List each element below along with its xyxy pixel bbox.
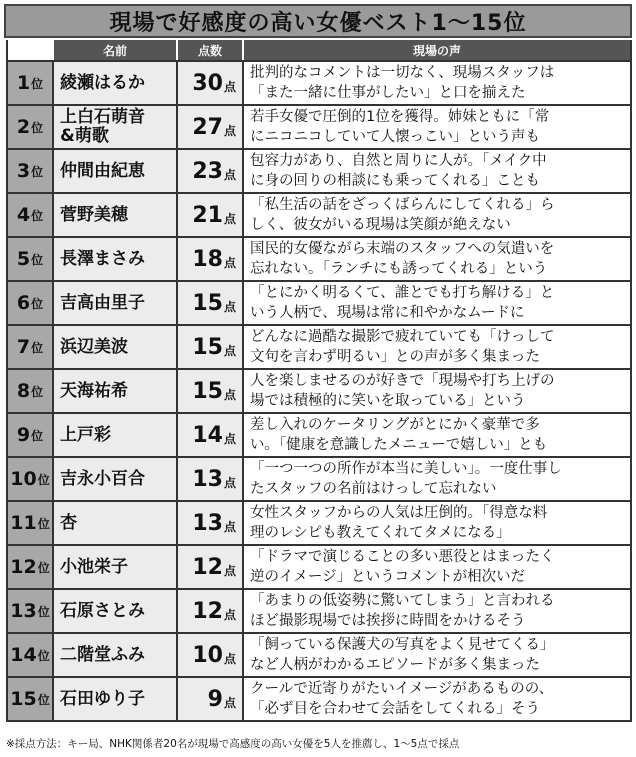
voice-comment (242, 634, 630, 676)
rank-unit: 位 (31, 340, 44, 355)
rank-cell (8, 326, 52, 368)
voice-line: ほど撮影現場では挨拶に時間をかけるそう (250, 613, 526, 629)
rank-number: 9 (16, 424, 31, 446)
ranking-table (6, 40, 632, 722)
score-unit: 点 (223, 475, 236, 490)
voice-line: 国民的女優ながら末端のスタッフへの気遣いを (250, 241, 555, 257)
actress-name (52, 194, 176, 236)
rank-cell (8, 282, 52, 324)
score-unit: 点 (223, 387, 236, 402)
rank-number: 4 (16, 204, 31, 226)
score-unit: 点 (223, 123, 236, 138)
actress-name-line: 天海祐希 (60, 380, 128, 401)
actress-name-line: &萌歌 (60, 126, 109, 146)
score-cell (176, 502, 242, 544)
rank-number: 13 (10, 600, 37, 622)
score-cell (176, 634, 242, 676)
score-cell (176, 106, 242, 148)
rank-unit: 位 (37, 516, 50, 531)
voice-line: 「また一緒に仕事がしたい」と口を揃えた (250, 85, 526, 101)
score-value: 21 (192, 202, 223, 228)
score-unit: 点 (223, 607, 236, 622)
voice-line: いう人柄で、現場は常に和やかなムードに (250, 305, 525, 321)
actress-name-line: 小池栄子 (60, 556, 128, 577)
voice-line: 場では積極的に笑いを取っている」という (250, 393, 526, 409)
actress-name-line: 二階堂ふみ (60, 644, 145, 665)
actress-name (52, 62, 176, 104)
rank-cell (8, 502, 52, 544)
rank-number: 6 (16, 292, 31, 314)
score-cell (176, 326, 242, 368)
score-unit: 点 (223, 343, 236, 358)
rank-unit: 位 (37, 692, 50, 707)
voice-line: 包容力があり、自然と周りに人が。「メイク中 (250, 153, 547, 169)
score-cell (176, 414, 242, 456)
rank-number: 14 (10, 644, 37, 666)
voice-line: 「あまりの低姿勢に驚いてしまう」と言われる (250, 593, 555, 609)
rank-unit: 位 (37, 648, 50, 663)
rank-number: 5 (16, 248, 31, 270)
voice-comment (242, 150, 630, 192)
actress-name-line: 吉永小百合 (60, 468, 145, 489)
voice-comment (242, 370, 630, 412)
score-unit: 点 (223, 563, 236, 578)
score-value: 23 (192, 158, 223, 184)
rank-number: 15 (10, 688, 37, 710)
table-row (8, 324, 630, 368)
table-row (8, 368, 630, 412)
rank-cell (8, 370, 52, 412)
voice-line: たスタッフの名前はけっして忘れない (250, 481, 497, 497)
table-row (8, 104, 630, 148)
table-row (8, 588, 630, 632)
voice-line: 差し入れのケータリングがとにかく豪華で多 (250, 417, 540, 433)
table-row (8, 676, 630, 720)
voice-line: など人柄がわかるエピソードが多く集まった (250, 657, 540, 673)
score-value: 10 (192, 642, 223, 668)
rank-cell (8, 634, 52, 676)
score-value: 27 (192, 114, 223, 140)
rank-number: 8 (16, 380, 31, 402)
score-value: 30 (192, 70, 223, 96)
score-unit: 点 (223, 211, 236, 226)
voice-comment (242, 106, 630, 148)
actress-name (52, 150, 176, 192)
table-row (8, 192, 630, 236)
actress-name (52, 678, 176, 720)
voice-comment (242, 546, 630, 588)
table-row (8, 148, 630, 192)
score-cell (176, 62, 242, 104)
voice-line: に身の回りの相談にも乗ってくれる」ことも (250, 173, 540, 189)
title-banner (4, 4, 632, 38)
actress-name-line: 上戸彩 (60, 424, 111, 445)
table-row (8, 544, 630, 588)
actress-name (52, 326, 176, 368)
rank-number: 12 (10, 556, 37, 578)
table-header (8, 40, 630, 60)
actress-name (52, 634, 176, 676)
actress-name (52, 414, 176, 456)
score-unit: 点 (223, 79, 236, 94)
actress-name (52, 370, 176, 412)
voice-line: 忘れない。「ランチにも誘ってくれる」という (250, 261, 548, 277)
score-unit: 点 (223, 519, 236, 534)
voice-comment (242, 238, 630, 280)
score-unit: 点 (223, 299, 236, 314)
table-row (8, 412, 630, 456)
score-cell (176, 150, 242, 192)
header-name: 名前 (52, 40, 176, 60)
score-value: 12 (192, 554, 223, 580)
score-value: 9 (207, 686, 223, 712)
voice-comment (242, 326, 630, 368)
rank-unit: 位 (31, 296, 44, 311)
voice-line: にニコニコしていて人懐っこい」という声も (250, 129, 540, 145)
voice-comment (242, 282, 630, 324)
score-cell (176, 282, 242, 324)
rank-unit: 位 (31, 428, 44, 443)
voice-line: い。「健康を意識したメニューで嬉しい」とも (250, 437, 548, 453)
voice-line: 「私生活の話をざっくばらんにしてくれる」ら (250, 197, 555, 213)
voice-line: 「とにかく明るくて、誰とでも打ち解ける」と (250, 285, 555, 301)
score-cell (176, 194, 242, 236)
score-cell (176, 546, 242, 588)
score-cell (176, 238, 242, 280)
score-value: 15 (192, 290, 223, 316)
rank-number: 3 (16, 160, 31, 182)
rank-unit: 位 (31, 252, 44, 267)
rank-cell (8, 62, 52, 104)
score-unit: 点 (223, 167, 236, 182)
score-value: 15 (192, 334, 223, 360)
voice-line: 「ドラマで演じることの多い悪役とはまったく (250, 549, 555, 565)
score-unit: 点 (223, 255, 236, 270)
rank-number: 10 (10, 468, 37, 490)
rank-unit: 位 (31, 120, 44, 135)
table-body (8, 60, 630, 720)
rank-cell (8, 414, 52, 456)
score-value: 14 (192, 422, 223, 448)
actress-name (52, 502, 176, 544)
actress-name-line: 石原さとみ (60, 600, 145, 621)
actress-name (52, 458, 176, 500)
table-row (8, 60, 630, 104)
rank-number: 2 (16, 116, 31, 138)
table-row (8, 280, 630, 324)
voice-comment (242, 414, 630, 456)
actress-name (52, 282, 176, 324)
score-value: 15 (192, 378, 223, 404)
header-rank (8, 40, 52, 60)
score-unit: 点 (223, 431, 236, 446)
score-cell (176, 678, 242, 720)
actress-name (52, 590, 176, 632)
score-value: 18 (192, 246, 223, 272)
voice-line: 人を楽しませるのが好きで「現場や打ち上げの (250, 373, 555, 389)
voice-line: クールで近寄りがたいイメージがあるものの、 (250, 681, 554, 697)
table-row (8, 456, 630, 500)
score-value: 13 (192, 510, 223, 536)
rank-cell (8, 678, 52, 720)
voice-comment (242, 678, 630, 720)
rank-unit: 位 (37, 560, 50, 575)
actress-name-line: 石田ゆり子 (60, 688, 145, 709)
voice-line: どんなに過酷な撮影で疲れていても「けっして (250, 329, 555, 345)
voice-line: 「一つ一つの所作が本当に美しい」。一度仕事し (250, 461, 562, 477)
actress-name (52, 546, 176, 588)
rank-number: 1 (16, 72, 31, 94)
actress-name-line: 長澤まさみ (60, 248, 145, 269)
voice-comment (242, 502, 630, 544)
voice-line: しく、彼女がいる現場は笑顔が絶えない (250, 217, 511, 233)
rank-cell (8, 106, 52, 148)
voice-comment (242, 194, 630, 236)
header-voice: 現場の声 (242, 40, 630, 60)
voice-comment (242, 458, 630, 500)
rank-unit: 位 (31, 384, 44, 399)
rank-number: 11 (10, 512, 37, 534)
actress-name-line: 仲間由紀恵 (60, 160, 145, 181)
footnote: ※採点方法：キー局、NHK関係者20名が現場で高感度の高い女優を5人を推薦し、1〜5点で採点 (6, 738, 460, 750)
table-row (8, 236, 630, 280)
score-cell (176, 370, 242, 412)
rank-cell (8, 238, 52, 280)
actress-name-line: 上白石萌音 (60, 107, 145, 127)
actress-name-line: 杏 (60, 512, 77, 533)
rank-cell (8, 194, 52, 236)
rank-cell (8, 150, 52, 192)
score-unit: 点 (223, 651, 236, 666)
actress-name-line: 菅野美穂 (60, 204, 128, 225)
actress-name (52, 238, 176, 280)
actress-name-line: 吉高由里子 (60, 292, 145, 313)
voice-line: 逆のイメージ」というコメントが相次いだ (250, 569, 526, 585)
page-title: 現場で好感度の高い女優ベスト1〜15位 (109, 10, 527, 36)
voice-line: 女性スタッフからの人気は圧倒的。「得意な料 (250, 505, 548, 521)
actress-name-line: 浜辺美波 (60, 336, 128, 357)
voice-comment (242, 590, 630, 632)
rank-unit: 位 (31, 208, 44, 223)
rank-number: 7 (16, 336, 31, 358)
score-cell (176, 458, 242, 500)
voice-line: 文句を言わず明るい」との声が多く集まった (250, 349, 540, 365)
voice-line: 「必ず目を合わせて会話をしてくれる」そう (250, 701, 540, 717)
rank-unit: 位 (37, 472, 50, 487)
table-row (8, 632, 630, 676)
table-row (8, 500, 630, 544)
score-unit: 点 (223, 695, 236, 710)
voice-line: 「飼っている保護犬の写真をよく見せてくる」 (250, 637, 555, 653)
rank-unit: 位 (31, 164, 44, 179)
voice-line: 理のレシピも教えてくれてタメになる」 (250, 525, 511, 541)
score-value: 12 (192, 598, 223, 624)
score-cell (176, 590, 242, 632)
rank-cell (8, 458, 52, 500)
rank-unit: 位 (31, 76, 44, 91)
header-score: 点数 (176, 40, 242, 60)
voice-line: 批判的なコメントは一切なく、現場スタッフは (250, 65, 555, 81)
actress-name (52, 106, 176, 148)
voice-comment (242, 62, 630, 104)
voice-line: 若手女優で圧倒的1位を獲得。姉妹ともに「常 (250, 109, 550, 125)
rank-cell (8, 590, 52, 632)
actress-name-line: 綾瀬はるか (60, 72, 145, 93)
rank-cell (8, 546, 52, 588)
rank-unit: 位 (37, 604, 50, 619)
score-value: 13 (192, 466, 223, 492)
